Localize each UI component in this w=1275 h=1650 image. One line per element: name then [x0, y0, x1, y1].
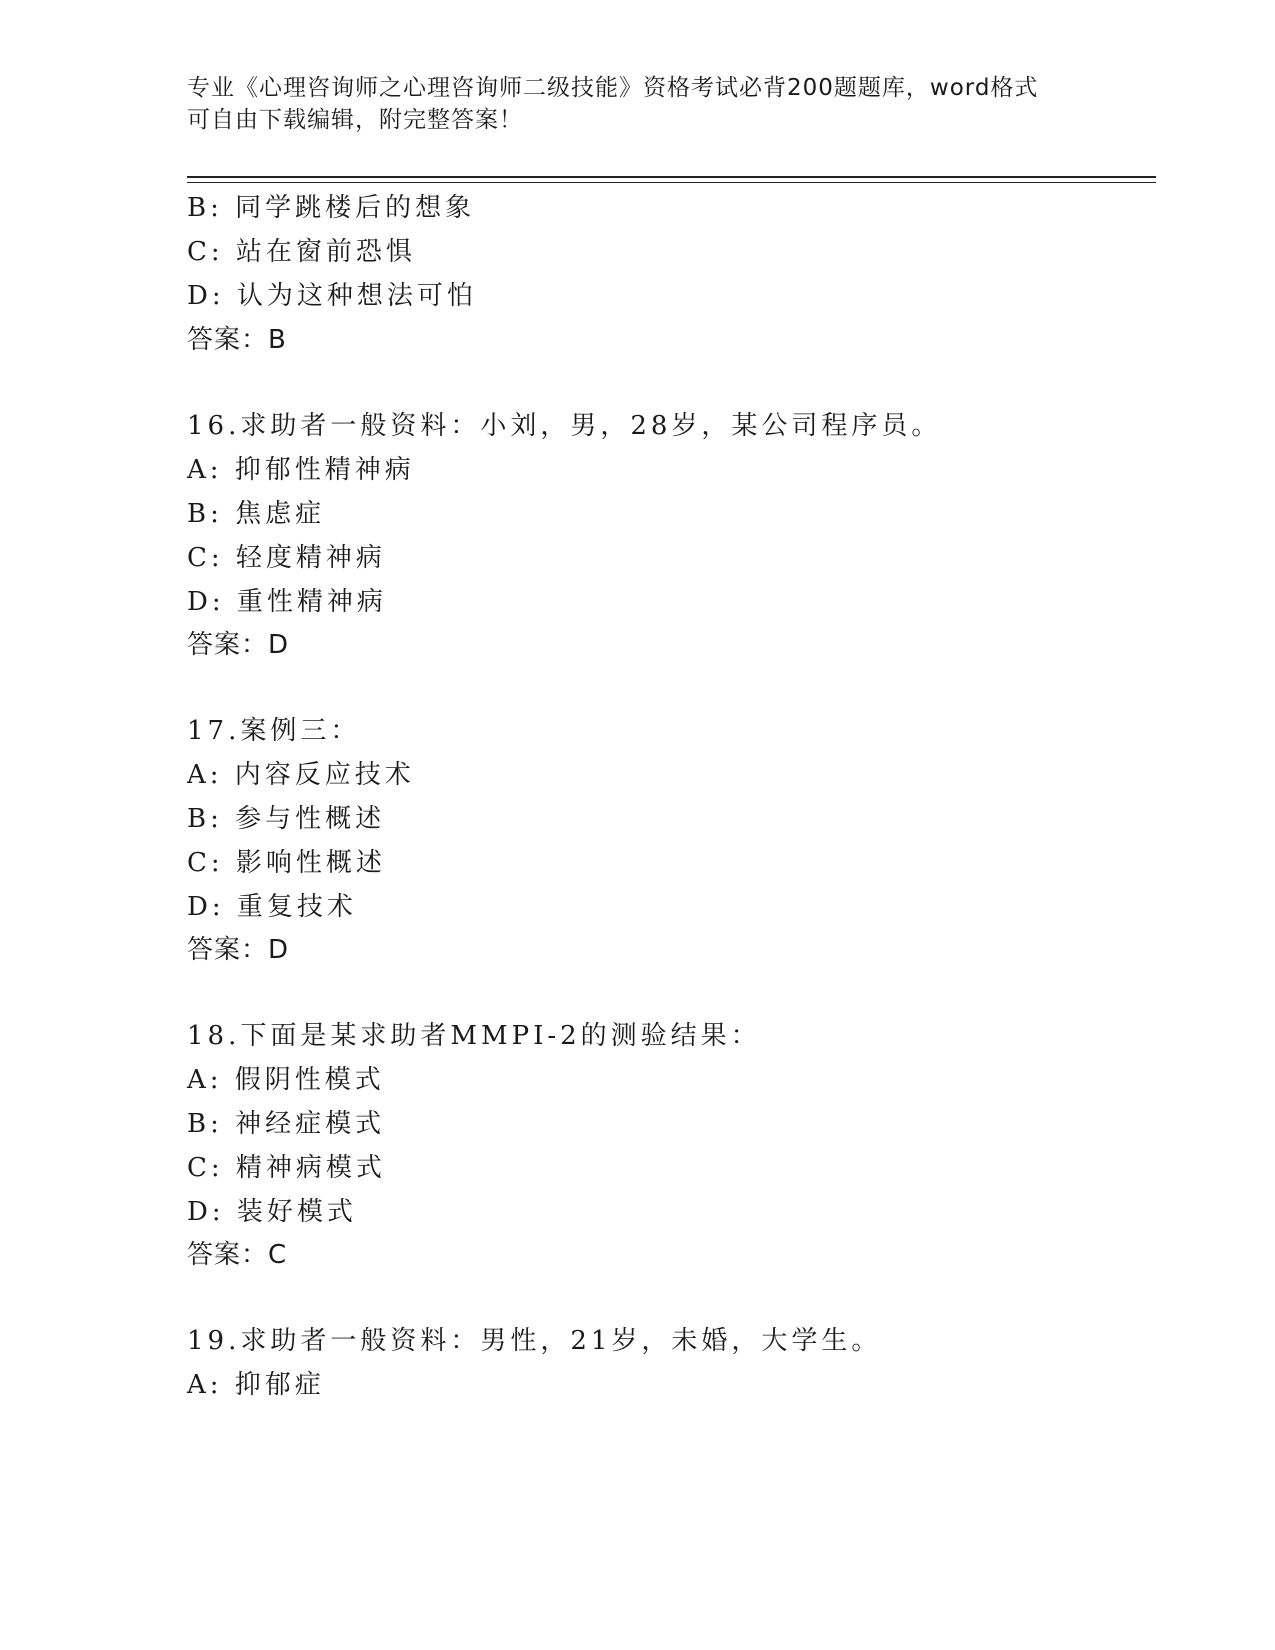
- option-line: C: 精神病模式: [187, 1153, 386, 1183]
- answer-line: 答案：D: [187, 630, 290, 660]
- option-line: C: 轻度精神病: [187, 543, 386, 573]
- question-line: 16.求助者一般资料：小刘，男，28岁，某公司程序员。: [187, 411, 942, 441]
- answer-line: 答案：B: [187, 325, 287, 355]
- header-divider-thick: [187, 176, 1156, 178]
- header-divider-thin: [187, 182, 1156, 183]
- answer-line: 答案：C: [187, 1240, 288, 1270]
- option-line: A: 抑郁症: [187, 1370, 325, 1400]
- option-line: D: 认为这种想法可怕: [187, 281, 477, 311]
- header-line-1: 专业《心理咨询师之心理咨询师二级技能》资格考试必背200题题库，word格式: [187, 75, 1039, 101]
- question-line: 18.下面是某求助者MMPI-2的测验结果：: [187, 1021, 761, 1051]
- question-line: 19.求助者一般资料：男性，21岁，未婚，大学生。: [187, 1326, 882, 1356]
- option-line: B: 神经症模式: [187, 1109, 386, 1139]
- document-header: [187, 72, 1087, 136]
- option-line: A: 假阴性模式: [187, 1065, 385, 1095]
- option-line: D: 重性精神病: [187, 587, 387, 617]
- answer-line: 答案：D: [187, 935, 290, 965]
- option-line: A: 抑郁性精神病: [187, 455, 415, 485]
- option-line: B: 同学跳楼后的想象: [187, 193, 476, 223]
- option-line: C: 站在窗前恐惧: [187, 237, 416, 267]
- option-line: C: 影响性概述: [187, 848, 386, 878]
- option-line: B: 焦虑症: [187, 499, 326, 529]
- option-line: D: 重复技术: [187, 892, 357, 922]
- header-line-2: 可自由下载编辑，附完整答案！: [187, 107, 523, 133]
- option-line: A: 内容反应技术: [187, 760, 415, 790]
- question-line: 17.案例三：: [187, 716, 361, 746]
- option-line: B: 参与性概述: [187, 804, 386, 834]
- option-line: D: 装好模式: [187, 1197, 357, 1227]
